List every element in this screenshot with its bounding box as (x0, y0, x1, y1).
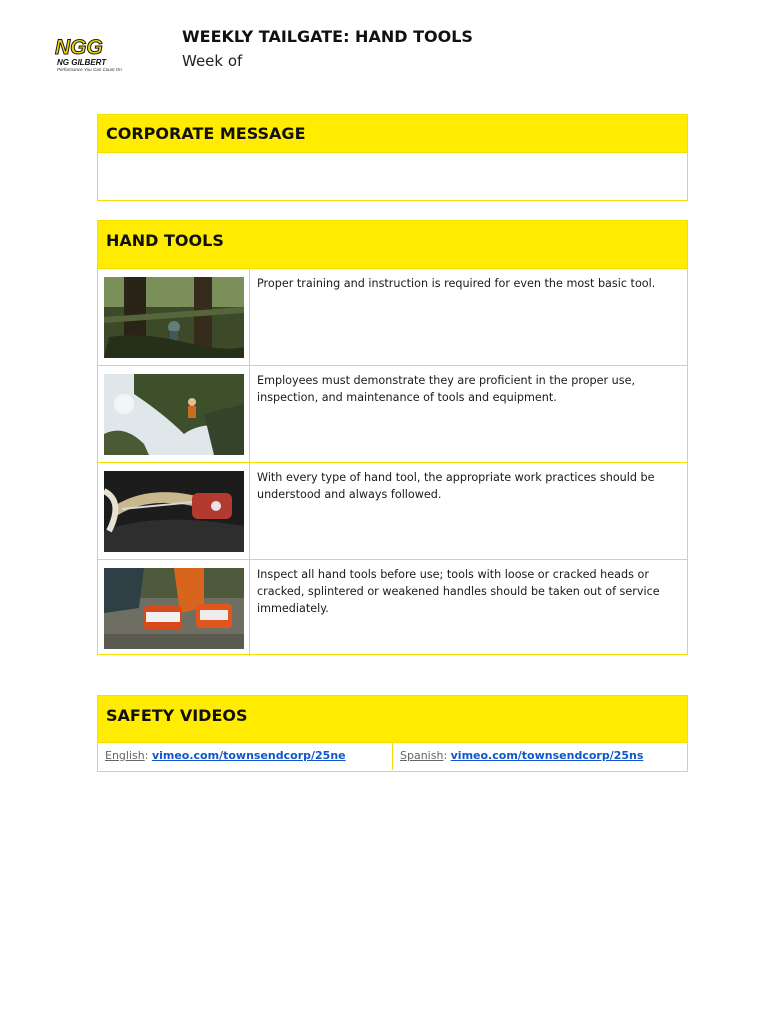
spanish-label: Spanish (400, 749, 444, 762)
hand-tools-heading: HAND TOOLS (98, 221, 687, 268)
ng-gilbert-logo (55, 38, 127, 78)
tool-row (98, 365, 687, 462)
spanish-video-link[interactable]: vimeo.com/townsendcorp/25ns (450, 749, 644, 762)
tool-row-text: With every type of hand tool, the appropriate work practices should be understood and always followed. (257, 471, 655, 501)
logo-tagline: Performance You Can Count On (57, 67, 122, 72)
page-title: WEEKLY TAILGATE: HAND TOOLS (182, 27, 473, 46)
pruning-saw-photo (104, 471, 244, 552)
safety-videos-heading: SAFETY VIDEOS (98, 696, 687, 742)
tool-row-text: Proper training and instruction is required for even the most basic tool. (257, 277, 656, 290)
logo-name: NG GILBERT (57, 58, 107, 67)
corporate-message-section (97, 114, 688, 201)
tool-photo-cell (98, 366, 250, 462)
tool-row (98, 462, 687, 559)
tool-photo-cell (98, 560, 250, 656)
tool-photo-cell (98, 269, 250, 365)
tree-climber-photo (104, 277, 244, 358)
corporate-message-heading: CORPORATE MESSAGE (98, 115, 687, 152)
chainsaws-photo (104, 568, 244, 649)
worker-in-tree-photo (104, 374, 244, 455)
tool-row-text: Employees must demonstrate they are proficient in the proper use, inspection, and maintenance of tools and equipment. (257, 374, 636, 404)
hand-tools-section (97, 220, 688, 655)
tool-row (98, 268, 687, 365)
english-label: English (105, 749, 145, 762)
logo-mark: NGG (55, 36, 103, 59)
tool-photo-cell (98, 463, 250, 559)
english-video-cell: English: vimeo.com/townsendcorp/25ne (105, 749, 346, 762)
tool-row-text: Inspect all hand tools before use; tools with loose or cracked heads or cracked, splintered or weakened handles should be taken out of service immediately. (257, 568, 660, 615)
english-video-link[interactable]: vimeo.com/townsendcorp/25ne (151, 749, 346, 762)
tool-row (98, 559, 687, 656)
spanish-video-cell: Spanish: vimeo.com/townsendcorp/25ns (392, 743, 687, 770)
video-links-row (98, 742, 687, 770)
corporate-message-body (98, 152, 687, 198)
page-subtitle: Week of (182, 52, 243, 70)
safety-videos-section (97, 695, 688, 772)
